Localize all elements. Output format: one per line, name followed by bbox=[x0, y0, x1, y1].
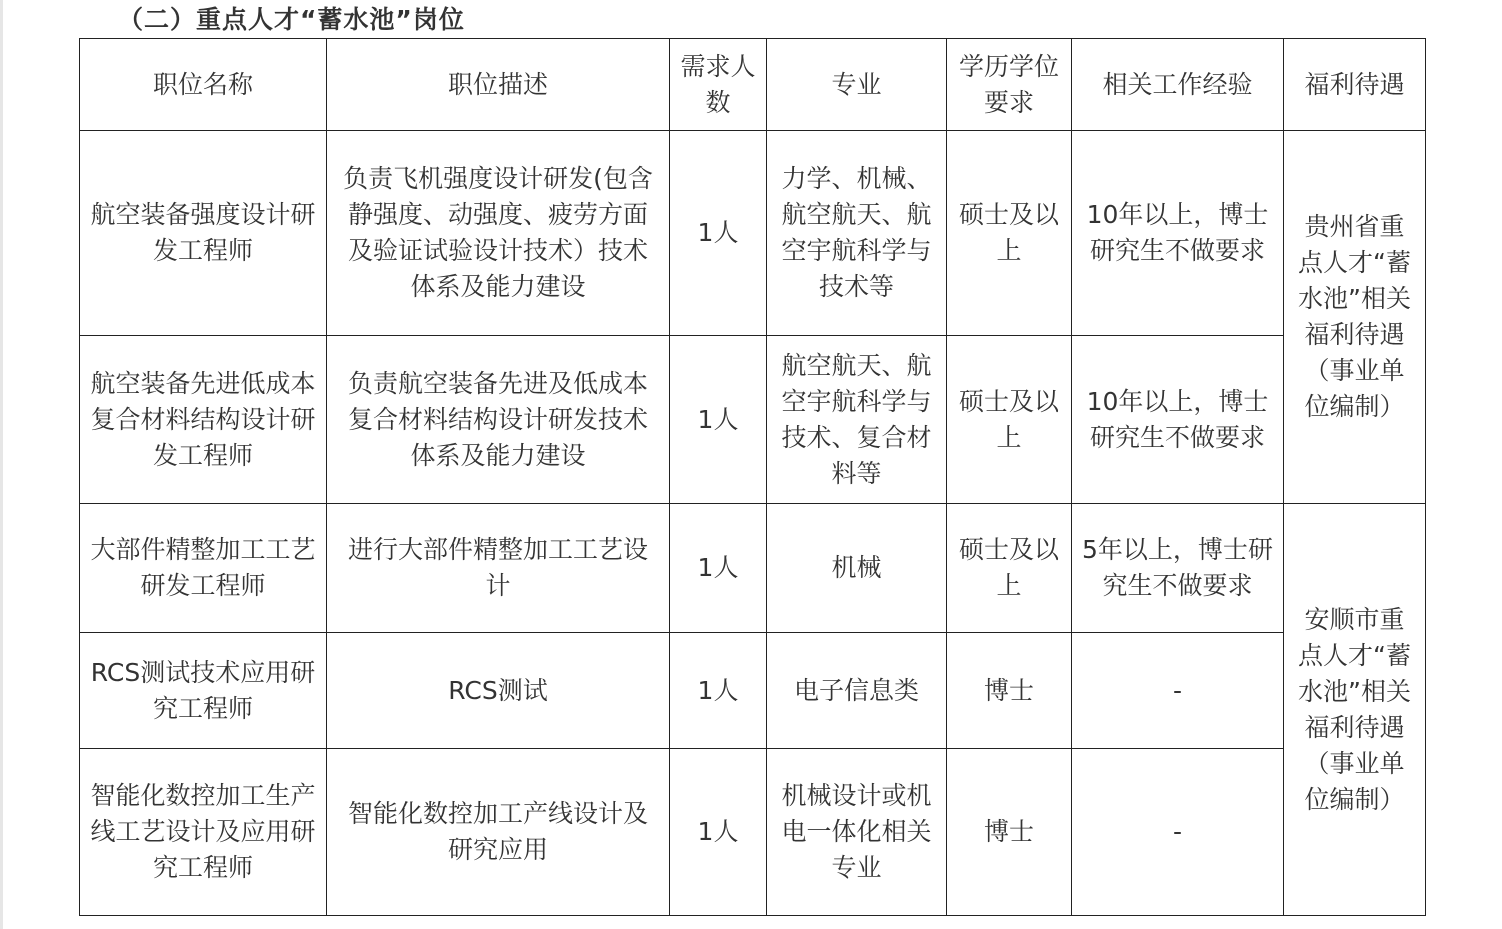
cell-headcount: 1人 bbox=[670, 336, 767, 504]
positions-table bbox=[79, 38, 1426, 916]
cell-major: 力学、机械、航空航天、航空宇航科学与技术等 bbox=[767, 131, 947, 336]
header-degree: 学历学位要求 bbox=[947, 39, 1072, 131]
cell-major: 机械设计或机电一体化相关专业 bbox=[767, 749, 947, 916]
cell-position-name: 航空装备强度设计研发工程师 bbox=[80, 131, 327, 336]
cell-welfare-guizhou: 贵州省重点人才“蓄水池”相关福利待遇（事业单位编制） bbox=[1284, 131, 1426, 504]
cell-major: 航空航天、航空宇航科学与技术、复合材料等 bbox=[767, 336, 947, 504]
cell-welfare-anshun: 安顺市重点人才“蓄水池”相关福利待遇（事业单位编制） bbox=[1284, 504, 1426, 916]
cell-position-description: 负责航空装备先进及低成本复合材料结构设计研发技术体系及能力建设 bbox=[327, 336, 670, 504]
cell-major: 电子信息类 bbox=[767, 633, 947, 749]
cell-position-description: RCS测试 bbox=[327, 633, 670, 749]
cell-degree: 博士 bbox=[947, 749, 1072, 916]
cell-headcount: 1人 bbox=[670, 504, 767, 633]
cell-degree: 博士 bbox=[947, 633, 1072, 749]
cell-position-description: 进行大部件精整加工工艺设计 bbox=[327, 504, 670, 633]
table-row bbox=[80, 633, 1426, 749]
cell-degree: 硕士及以上 bbox=[947, 336, 1072, 504]
page-left-edge bbox=[0, 0, 3, 929]
header-major: 专业 bbox=[767, 39, 947, 131]
cell-experience: 10年以上，博士研究生不做要求 bbox=[1072, 131, 1284, 336]
cell-experience: 10年以上，博士研究生不做要求 bbox=[1072, 336, 1284, 504]
cell-position-description: 智能化数控加工产线设计及研究应用 bbox=[327, 749, 670, 916]
table-row bbox=[80, 749, 1426, 916]
cell-degree: 硕士及以上 bbox=[947, 131, 1072, 336]
header-headcount: 需求人数 bbox=[670, 39, 767, 131]
cell-position-description: 负责飞机强度设计研发(包含静强度、动强度、疲劳方面及验证试验设计技术）技术体系及能力建设 bbox=[327, 131, 670, 336]
cell-position-name: 智能化数控加工生产线工艺设计及应用研究工程师 bbox=[80, 749, 327, 916]
cell-headcount: 1人 bbox=[670, 749, 767, 916]
header-experience: 相关工作经验 bbox=[1072, 39, 1284, 131]
table-header-row bbox=[80, 39, 1426, 131]
cell-position-name: RCS测试技术应用研究工程师 bbox=[80, 633, 327, 749]
header-position-description: 职位描述 bbox=[327, 39, 670, 131]
cell-position-name: 大部件精整加工工艺研发工程师 bbox=[80, 504, 327, 633]
cell-headcount: 1人 bbox=[670, 131, 767, 336]
cell-major: 机械 bbox=[767, 504, 947, 633]
table-row bbox=[80, 504, 1426, 633]
header-welfare: 福利待遇 bbox=[1284, 39, 1426, 131]
cell-position-name: 航空装备先进低成本复合材料结构设计研发工程师 bbox=[80, 336, 327, 504]
header-position-name: 职位名称 bbox=[80, 39, 327, 131]
cell-degree: 硕士及以上 bbox=[947, 504, 1072, 633]
table-row bbox=[80, 131, 1426, 336]
table-row bbox=[80, 336, 1426, 504]
cell-experience: - bbox=[1072, 749, 1284, 916]
section-title: （二）重点人才“蓄水池”岗位 bbox=[118, 5, 465, 34]
cell-experience: 5年以上，博士研究生不做要求 bbox=[1072, 504, 1284, 633]
cell-headcount: 1人 bbox=[670, 633, 767, 749]
cell-experience: - bbox=[1072, 633, 1284, 749]
